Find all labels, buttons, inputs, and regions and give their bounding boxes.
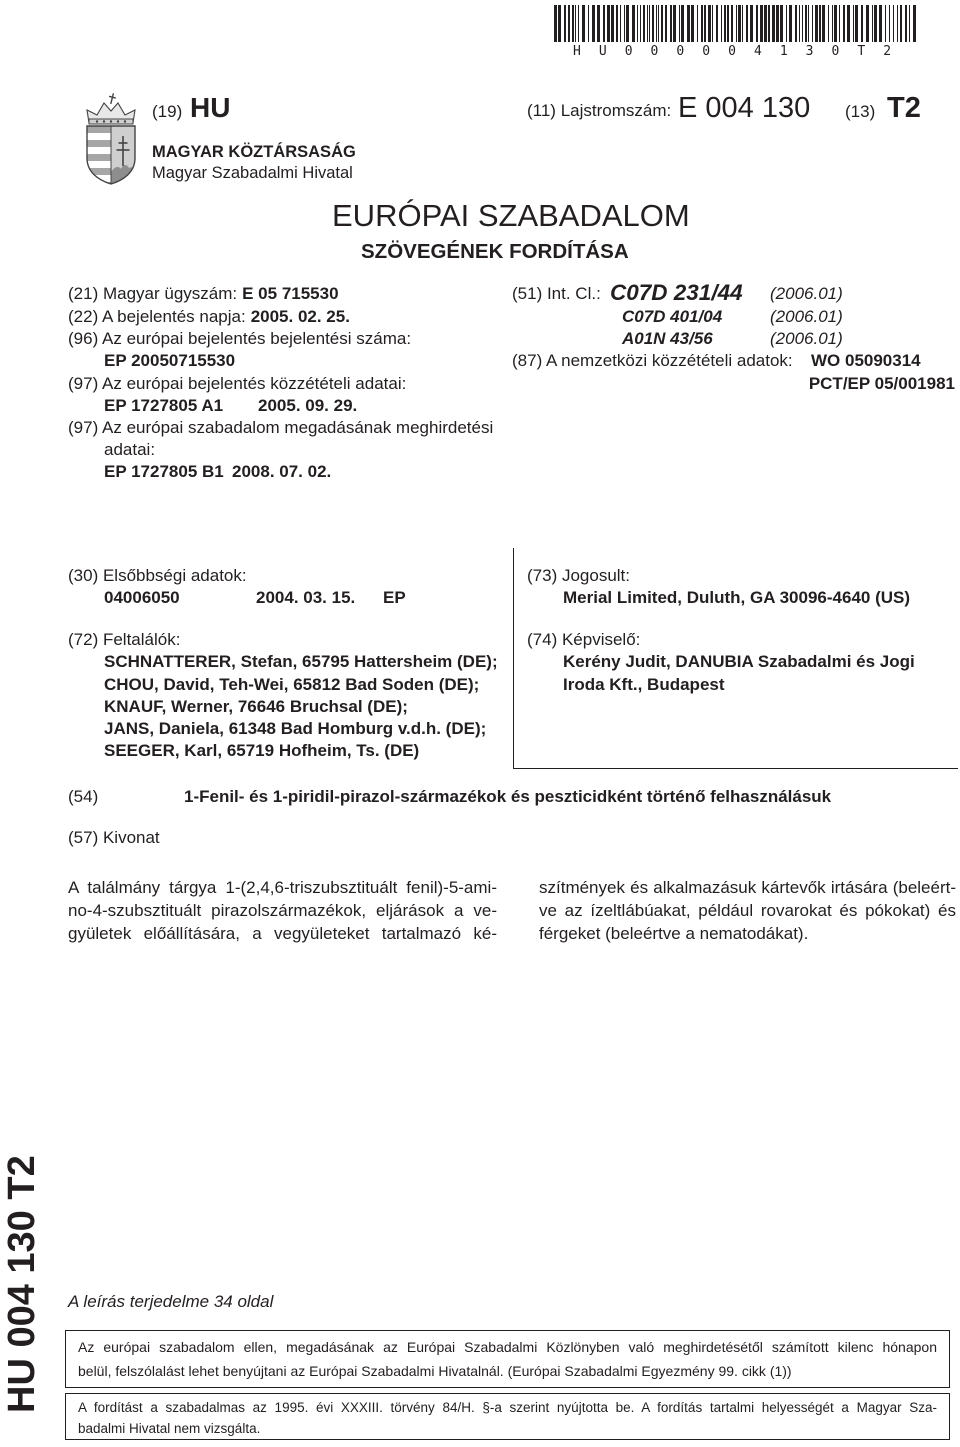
- ep-publication-number: EP 1727805 A1: [104, 396, 224, 415]
- barcode-bar: [665, 5, 667, 42]
- barcode-bar: [815, 5, 818, 42]
- barcode-bar: [554, 5, 557, 42]
- barcode-bar: [760, 5, 763, 42]
- barcode-bar: [764, 5, 767, 42]
- barcode-bar: [643, 5, 645, 42]
- application-number: E 05 715530: [242, 284, 339, 303]
- inventor-name: SEEGER, Karl, 65719 Hofheim, Ts. (DE): [104, 741, 420, 760]
- filing-date-label: (22) A bejelentés napja:: [68, 307, 246, 326]
- section-divider: [513, 768, 958, 769]
- barcode-bar: [727, 5, 729, 42]
- ep-grant-date: 2008. 07. 02.: [232, 462, 332, 481]
- ep-publication-label: (97) Az európai bejelentés közzétételi adatai:: [68, 374, 407, 393]
- barcode-bar: [716, 5, 718, 42]
- barcode-bar: [913, 5, 916, 42]
- inid-19-label: (19): [152, 102, 183, 121]
- abstract-line: szítmények és alkalmazásuk kártevők irtására (beleért-: [539, 878, 956, 897]
- int-cl-version: (2006.01): [770, 307, 843, 326]
- barcode-bar: [652, 5, 654, 42]
- barcode-bar: [736, 5, 737, 42]
- barcode-bar: [661, 5, 663, 42]
- barcode-bar: [620, 5, 621, 42]
- barcode-bar: [897, 5, 898, 42]
- barcode-bar: [724, 5, 726, 42]
- ep-grant-label-cont: adatai:: [104, 440, 156, 459]
- barcode-bar: [799, 5, 800, 42]
- barcode-text: H U 0 0 0 0 0 4 1 3 0 T 2: [573, 44, 897, 59]
- barcode-bar: [746, 5, 748, 42]
- barcode-bar: [731, 5, 733, 42]
- barcode-bar: [572, 5, 574, 42]
- barcode-bar: [603, 5, 605, 42]
- notice-line: badalmi Hivatal nem vizsgálta.: [78, 1421, 261, 1436]
- barcode-bar: [750, 5, 753, 42]
- translation-notice-box: [65, 1393, 950, 1440]
- barcode-bar: [861, 5, 863, 42]
- abstract-line: férgeket (beleértve a nematodákat).: [539, 924, 809, 943]
- barcode-bar: [691, 5, 694, 42]
- inid-13-label: (13): [845, 102, 876, 121]
- int-cl-version: (2006.01): [770, 329, 843, 348]
- barcode-bar: [649, 5, 650, 42]
- barcode-bar: [772, 5, 775, 42]
- abstract-right-column: [539, 876, 956, 945]
- barcode-bar: [834, 5, 837, 42]
- registration-number-label: (11) Lajstromszám:: [527, 101, 672, 120]
- title-label: (54): [68, 787, 99, 806]
- barcode-bar: [637, 5, 638, 42]
- barcode-bar: [822, 5, 825, 42]
- barcode-bar: [756, 5, 758, 42]
- barcode-bar: [819, 5, 821, 42]
- barcode-bar: [789, 5, 792, 42]
- registration-number: E 004 130: [678, 92, 811, 124]
- barcode-bar: [909, 5, 910, 42]
- country-code: HU: [190, 92, 231, 123]
- inventor-name: SCHNATTERER, Stefan, 65795 Hattersheim (DE);: [104, 652, 498, 671]
- opposition-notice-box: [65, 1330, 950, 1388]
- pct-number: PCT/EP 05/001981: [808, 374, 955, 393]
- notice-line: belül, felszólalást lehet benyújtani az Európai Szabadalmi Hivatalnál. (Európai Szabadalmi Egyezmény 99. cikk (1)): [78, 1363, 792, 1379]
- filing-date: 2005. 02. 25.: [250, 307, 350, 326]
- barcode-bar: [658, 5, 659, 42]
- abstract-label: (57) Kivonat: [68, 828, 160, 847]
- priority-date: 2004. 03. 15.: [256, 588, 356, 607]
- barcode-bar: [679, 5, 680, 42]
- barcode-bar: [872, 5, 873, 42]
- barcode-bar: [611, 5, 614, 42]
- barcode-bar: [866, 5, 869, 42]
- inventor-name: KNAUF, Werner, 76646 Bruchsal (DE);: [104, 697, 408, 716]
- barcode-bar: [701, 5, 703, 42]
- barcode-bar: [893, 5, 894, 42]
- barcode-image: [554, 5, 916, 42]
- column-divider: [513, 548, 514, 768]
- barcode-bar: [855, 5, 858, 42]
- barcode-bar: [647, 5, 648, 42]
- barcode-bar: [874, 5, 877, 42]
- barcode-bar: [670, 5, 672, 42]
- page-count-note: A leírás terjedelme 34 oldal: [68, 1292, 274, 1311]
- inventor-name: CHOU, David, Teh-Wei, 65812 Bad Soden (DE);: [104, 675, 480, 694]
- priority-country: EP: [383, 588, 406, 607]
- barcode-bar: [768, 5, 770, 42]
- office-country: MAGYAR KÖZTÁRSASÁG: [152, 143, 356, 161]
- barcode-bar: [640, 5, 641, 42]
- priority-label: (30) Elsőbbségi adatok:: [68, 566, 247, 585]
- abstract-line: no-4-szubsztituált pirazolszármazékok, eljárások a ve-: [68, 901, 497, 920]
- document-subtitle: SZÖVEGÉNEK FORDÍTÁSA: [361, 240, 629, 263]
- pct-label: (87) A nemzetközi közzétételi adatok:: [512, 351, 793, 370]
- barcode-bar: [704, 5, 706, 42]
- ep-application-label: (96) Az európai bejelentés bejelentési száma:: [68, 329, 412, 348]
- int-cl-code: C07D 401/04: [622, 307, 723, 326]
- int-cl-code: A01N 43/56: [622, 329, 713, 348]
- barcode-bar: [795, 5, 797, 42]
- document-title: EURÓPAI SZABADALOM: [332, 198, 690, 233]
- barcode-bar: [879, 5, 882, 42]
- notice-line: Az európai szabadalom ellen, megadásának az Európai Szabadalmi Közlönyben való meghirdetésétől számított kilenc hónapon: [78, 1339, 937, 1355]
- representative-name-cont: Iroda Kft., Budapest: [563, 675, 725, 694]
- ep-grant-label: (97) Az európai szabadalom megadásának meghirdetési: [68, 418, 494, 437]
- invention-title: 1-Fenil- és 1-piridil-pirazol-származékok és peszticidként történő felhasználásuk: [184, 787, 832, 806]
- barcode-bar: [582, 5, 585, 42]
- barcode-bar: [673, 5, 676, 42]
- application-number-row: [68, 283, 339, 305]
- barcode-bar: [802, 5, 803, 42]
- barcode-bar: [900, 5, 902, 42]
- abstract-line: gyületek előállítására, a vegyületeket tartalmazó ké-: [68, 924, 497, 943]
- kind-code: T2: [887, 92, 921, 124]
- barcode-bar: [780, 5, 783, 42]
- priority-number: 04006050: [104, 588, 180, 607]
- proprietor-label: (73) Jogosult:: [527, 566, 630, 585]
- barcode-bar: [708, 5, 711, 42]
- ep-grant-number: EP 1727805 B1: [104, 462, 224, 481]
- barcode-bar: [564, 5, 566, 42]
- barcode-bar: [592, 5, 595, 42]
- barcode-bar: [558, 5, 561, 42]
- barcode-bar: [828, 5, 829, 42]
- barcode-bar: [575, 5, 576, 42]
- spine-publication-number: HU 004 130 T2: [1, 1155, 43, 1413]
- barcode-bar: [656, 5, 657, 42]
- barcode-bar: [843, 5, 845, 42]
- abstract-line: ve az ízeltlábúakat, például rovarokat és pókokat) és: [539, 901, 956, 920]
- barcode-bar: [832, 5, 833, 42]
- inventors-label: (72) Feltalálók:: [68, 630, 181, 649]
- barcode-bar: [578, 5, 579, 42]
- barcode-bar: [805, 5, 807, 42]
- int-cl-code: C07D 231/44: [610, 280, 743, 305]
- office-name: Magyar Szabadalmi Hivatal: [152, 164, 353, 182]
- barcode-bar: [597, 5, 600, 42]
- barcode-bar: [742, 5, 743, 42]
- ep-application-number: EP 20050715530: [104, 351, 236, 370]
- abstract-left-column: [68, 876, 497, 945]
- barcode-bar: [607, 5, 610, 42]
- barcode-bar: [697, 5, 698, 42]
- barcode-bar: [632, 5, 635, 42]
- barcode-bar: [568, 5, 570, 42]
- barcode-bar: [626, 5, 629, 42]
- barcode-bar: [616, 5, 618, 42]
- representative-label: (74) Képviselő:: [527, 630, 641, 649]
- barcode-bar: [712, 5, 713, 42]
- coat-of-arms-icon: [80, 92, 142, 186]
- barcode-bar: [738, 5, 741, 42]
- representative-name: Kerény Judit, DANUBIA Szabadalmi és Jogi: [563, 652, 915, 671]
- ep-publication-date: 2005. 09. 29.: [258, 396, 358, 415]
- wo-number: WO 05090314: [811, 351, 921, 370]
- barcode-bar: [681, 5, 684, 42]
- abstract-line: A találmány tárgya 1-(2,4,6-triszubsztituált fenil)-5-ami-: [68, 878, 497, 897]
- notice-line: A fordítást a szabadalmas az 1995. évi XXXIII. törvény 84/H. §-a szerint nyújtotta be. A fordítás tartalmi helyességét a Magyar Sza-: [78, 1400, 937, 1415]
- barcode-bar: [889, 5, 890, 42]
- barcode-bar: [776, 5, 779, 42]
- int-cl-label: (51) Int. Cl.:: [512, 284, 601, 303]
- int-cl-version: (2006.01): [770, 284, 843, 303]
- barcode-bar: [812, 5, 813, 42]
- barcode-bar: [905, 5, 907, 42]
- barcode-bar: [721, 5, 722, 42]
- barcode-bar: [839, 5, 840, 42]
- proprietor-name: Merial Limited, Duluth, GA 30096-4640 (US): [563, 588, 911, 607]
- barcode-bar: [624, 5, 625, 42]
- inventor-name: JANS, Daniela, 61348 Bad Homburg v.d.h. (DE);: [104, 719, 487, 738]
- barcode-bar: [786, 5, 787, 42]
- barcode-bar: [687, 5, 690, 42]
- barcode-bar: [588, 5, 589, 42]
- application-number-label: (21) Magyar ügyszám:: [68, 284, 238, 303]
- barcode-bar: [853, 5, 854, 42]
- barcode-bar: [847, 5, 850, 42]
- filing-date-row: [68, 306, 350, 328]
- barcode-bar: [808, 5, 809, 42]
- barcode-bar: [885, 5, 886, 42]
